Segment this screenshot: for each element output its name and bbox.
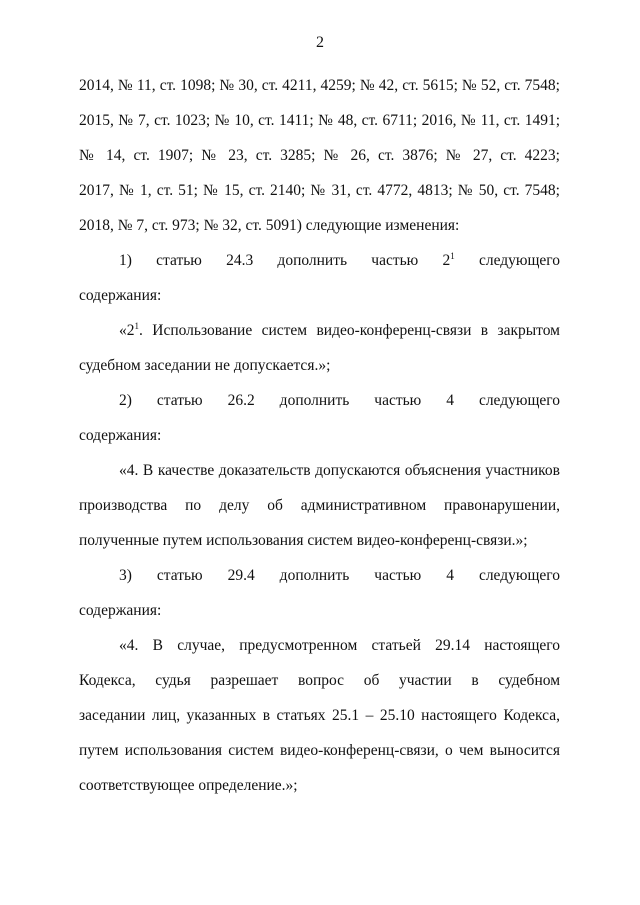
text-line: содержания: xyxy=(79,427,162,444)
text-line: 2) статью 26.2 дополнить частью 4 следующего xyxy=(119,392,560,409)
text-line: судебном заседании не допускается.»; xyxy=(79,357,331,374)
text-line: 2014, № 11, ст. 1098; № 30, ст. 4211, 4259; № 42, ст. 5615; № 52, ст. 7548; xyxy=(79,77,560,94)
line-text-part: следующего xyxy=(454,252,560,269)
text-line: № 14, ст. 1907; № 23, ст. 3285; № 26, ст. 3876; № 27, ст. 4223; xyxy=(79,147,560,164)
line-text-part: «2 xyxy=(119,322,135,339)
text-line: 2017, № 1, ст. 51; № 15, ст. 2140; № 31, ст. 4772, 4813; № 50, ст. 7548; xyxy=(79,182,560,199)
text-line xyxy=(79,243,560,278)
text-line: «4. В случае, предусмотренном статьей 29.14 настоящего xyxy=(119,637,560,654)
text-line: 2015, № 7, ст. 1023; № 10, ст. 1411; № 48, ст. 6711; 2016, № 11, ст. 1491; xyxy=(79,112,560,129)
text-line: заседании лиц, указанных в статьях 25.1 – 25.10 настоящего Кодекса, xyxy=(79,707,560,724)
text-line: полученные путем использования систем видео-конференц-связи.»; xyxy=(79,532,528,549)
line-text-part: 1) статью 24.3 дополнить частью 2 xyxy=(119,252,451,269)
text-line: «4. В качестве доказательств допускаются объяснения участников xyxy=(119,462,560,479)
text-line: путем использования систем видео-конференц-связи, о чем выносится xyxy=(79,742,560,759)
document-body xyxy=(79,68,560,803)
text-line: 3) статью 29.4 дополнить частью 4 следующего xyxy=(119,567,560,584)
text-line: 2018, № 7, ст. 973; № 32, ст. 5091) следующие изменения: xyxy=(79,217,460,234)
superscript: 1 xyxy=(134,321,139,331)
superscript: 1 xyxy=(450,251,455,261)
text-line: содержания: xyxy=(79,287,162,304)
text-line xyxy=(79,313,560,348)
text-line: Кодекса, судья разрешает вопрос об участии в судебном xyxy=(79,672,560,689)
text-line: производства по делу об административном правонарушении, xyxy=(79,497,560,514)
text-line: соответствующее определение.»; xyxy=(79,777,298,794)
line-text-part: . Использование систем видео-конференц-связи в закрытом xyxy=(139,322,560,339)
text-line: содержания: xyxy=(79,602,162,619)
page-number: 2 xyxy=(316,34,324,51)
